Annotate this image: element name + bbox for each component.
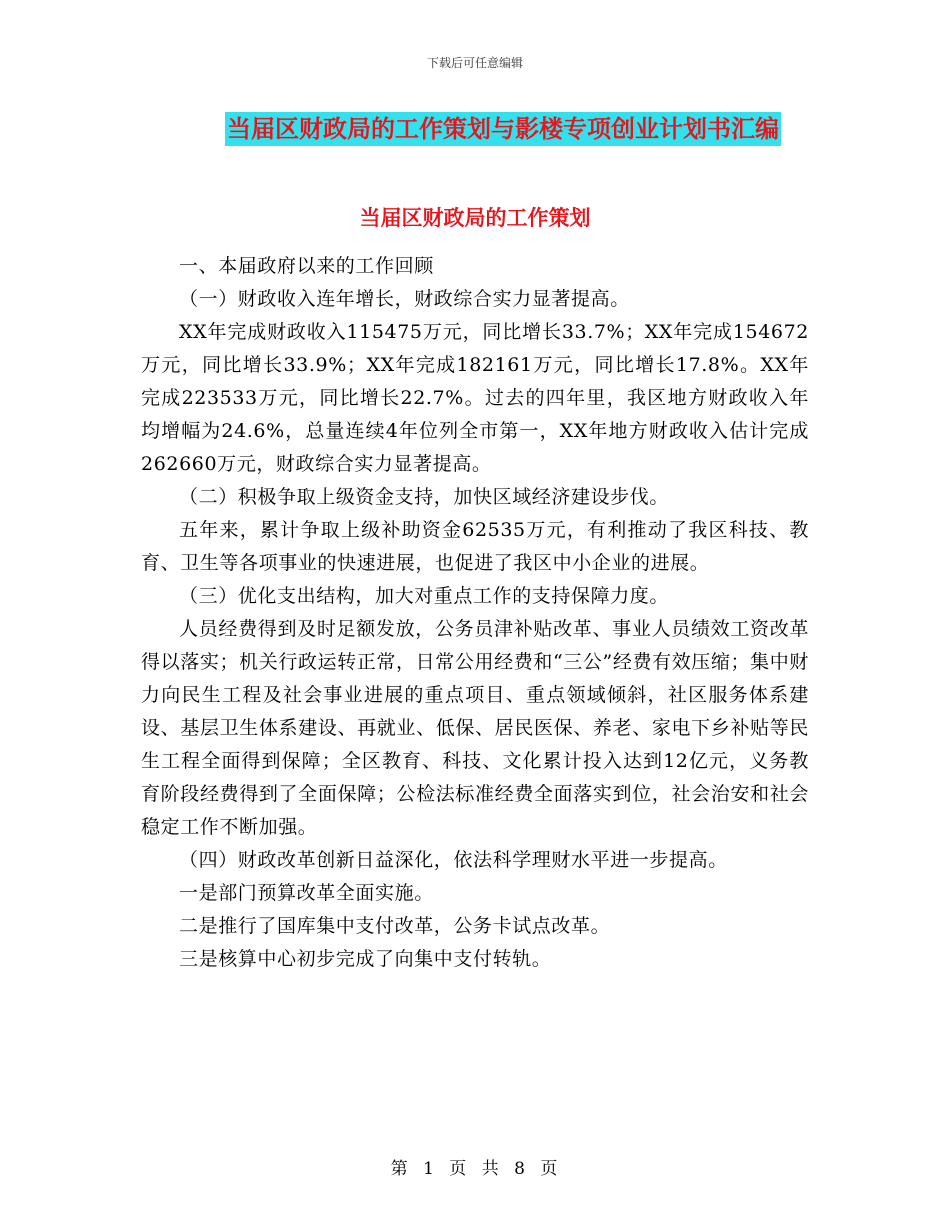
- subheading-funding: （二）积极争取上级资金支持，加快区域经济建设步伐。: [179, 486, 670, 508]
- document-title: 当届区财政局的工作策划与影楼专项创业计划书汇编: [225, 112, 781, 146]
- page-number: 第 1 页 共 8 页: [390, 1159, 560, 1179]
- heading-review: 一、本届政府以来的工作回顾: [179, 255, 434, 277]
- subheading-revenue: （一）财政收入连年增长，财政综合实力显著提高。: [179, 288, 630, 310]
- list-item-reform-3: 三是核算中心初步完成了向集中支付转轨。: [179, 948, 552, 970]
- paragraph-funding: 五年来，累计争取上级补助资金62535万元，有利推动了我区科技、教育、卫生等各项事业的快速进展，也促进了我区中小企业的进展。: [141, 519, 809, 574]
- list-item-reform-2: 二是推行了国库集中支付改革，公务卡试点改革。: [179, 915, 611, 937]
- main-title-container: [0, 112, 950, 146]
- paragraph-revenue: XX年完成财政收入115475万元，同比增长33.7%；XX年完成154672万元，同比增长33.9%；XX年完成182161万元，同比增长17.8%。XX年完成223533万元，同比增长22.7%。过去的四年里，我区地方财政收入年均增幅为24.6%，总量连续4年位列全市第一，XX年地方财政收入估计完成262660万元，财政综合实力显著提高。: [141, 321, 809, 475]
- document-body: [141, 250, 809, 976]
- subheading-reform: （四）财政改革创新日益深化，依法科学理财水平进一步提高。: [179, 849, 728, 871]
- page-header-note: 下载后可任意编辑: [426, 56, 523, 70]
- section-title: 当届区财政局的工作策划: [359, 206, 591, 230]
- subheading-expenditure: （三）优化支出结构，加大对重点工作的支持保障力度。: [179, 585, 670, 607]
- list-item-reform-1: 一是部门预算改革全面实施。: [179, 882, 434, 904]
- paragraph-expenditure: 人员经费得到及时足额发放，公务员津补贴改革、事业人员绩效工资改革得以落实；机关行政运转正常，日常公用经费和“三公”经费有效压缩；集中财力向民生工程及社会事业进展的重点项目、重点领域倾斜，社区服务体系建设、基层卫生体系建设、再就业、低保、居民医保、养老、家电下乡补贴等民生工程全面得到保障；全区教育、科技、文化累计投入达到12亿元，义务教育阶段经费得到了全面保障；公检法标准经费全面落实到位，社会治安和社会稳定工作不断加强。: [141, 618, 809, 838]
